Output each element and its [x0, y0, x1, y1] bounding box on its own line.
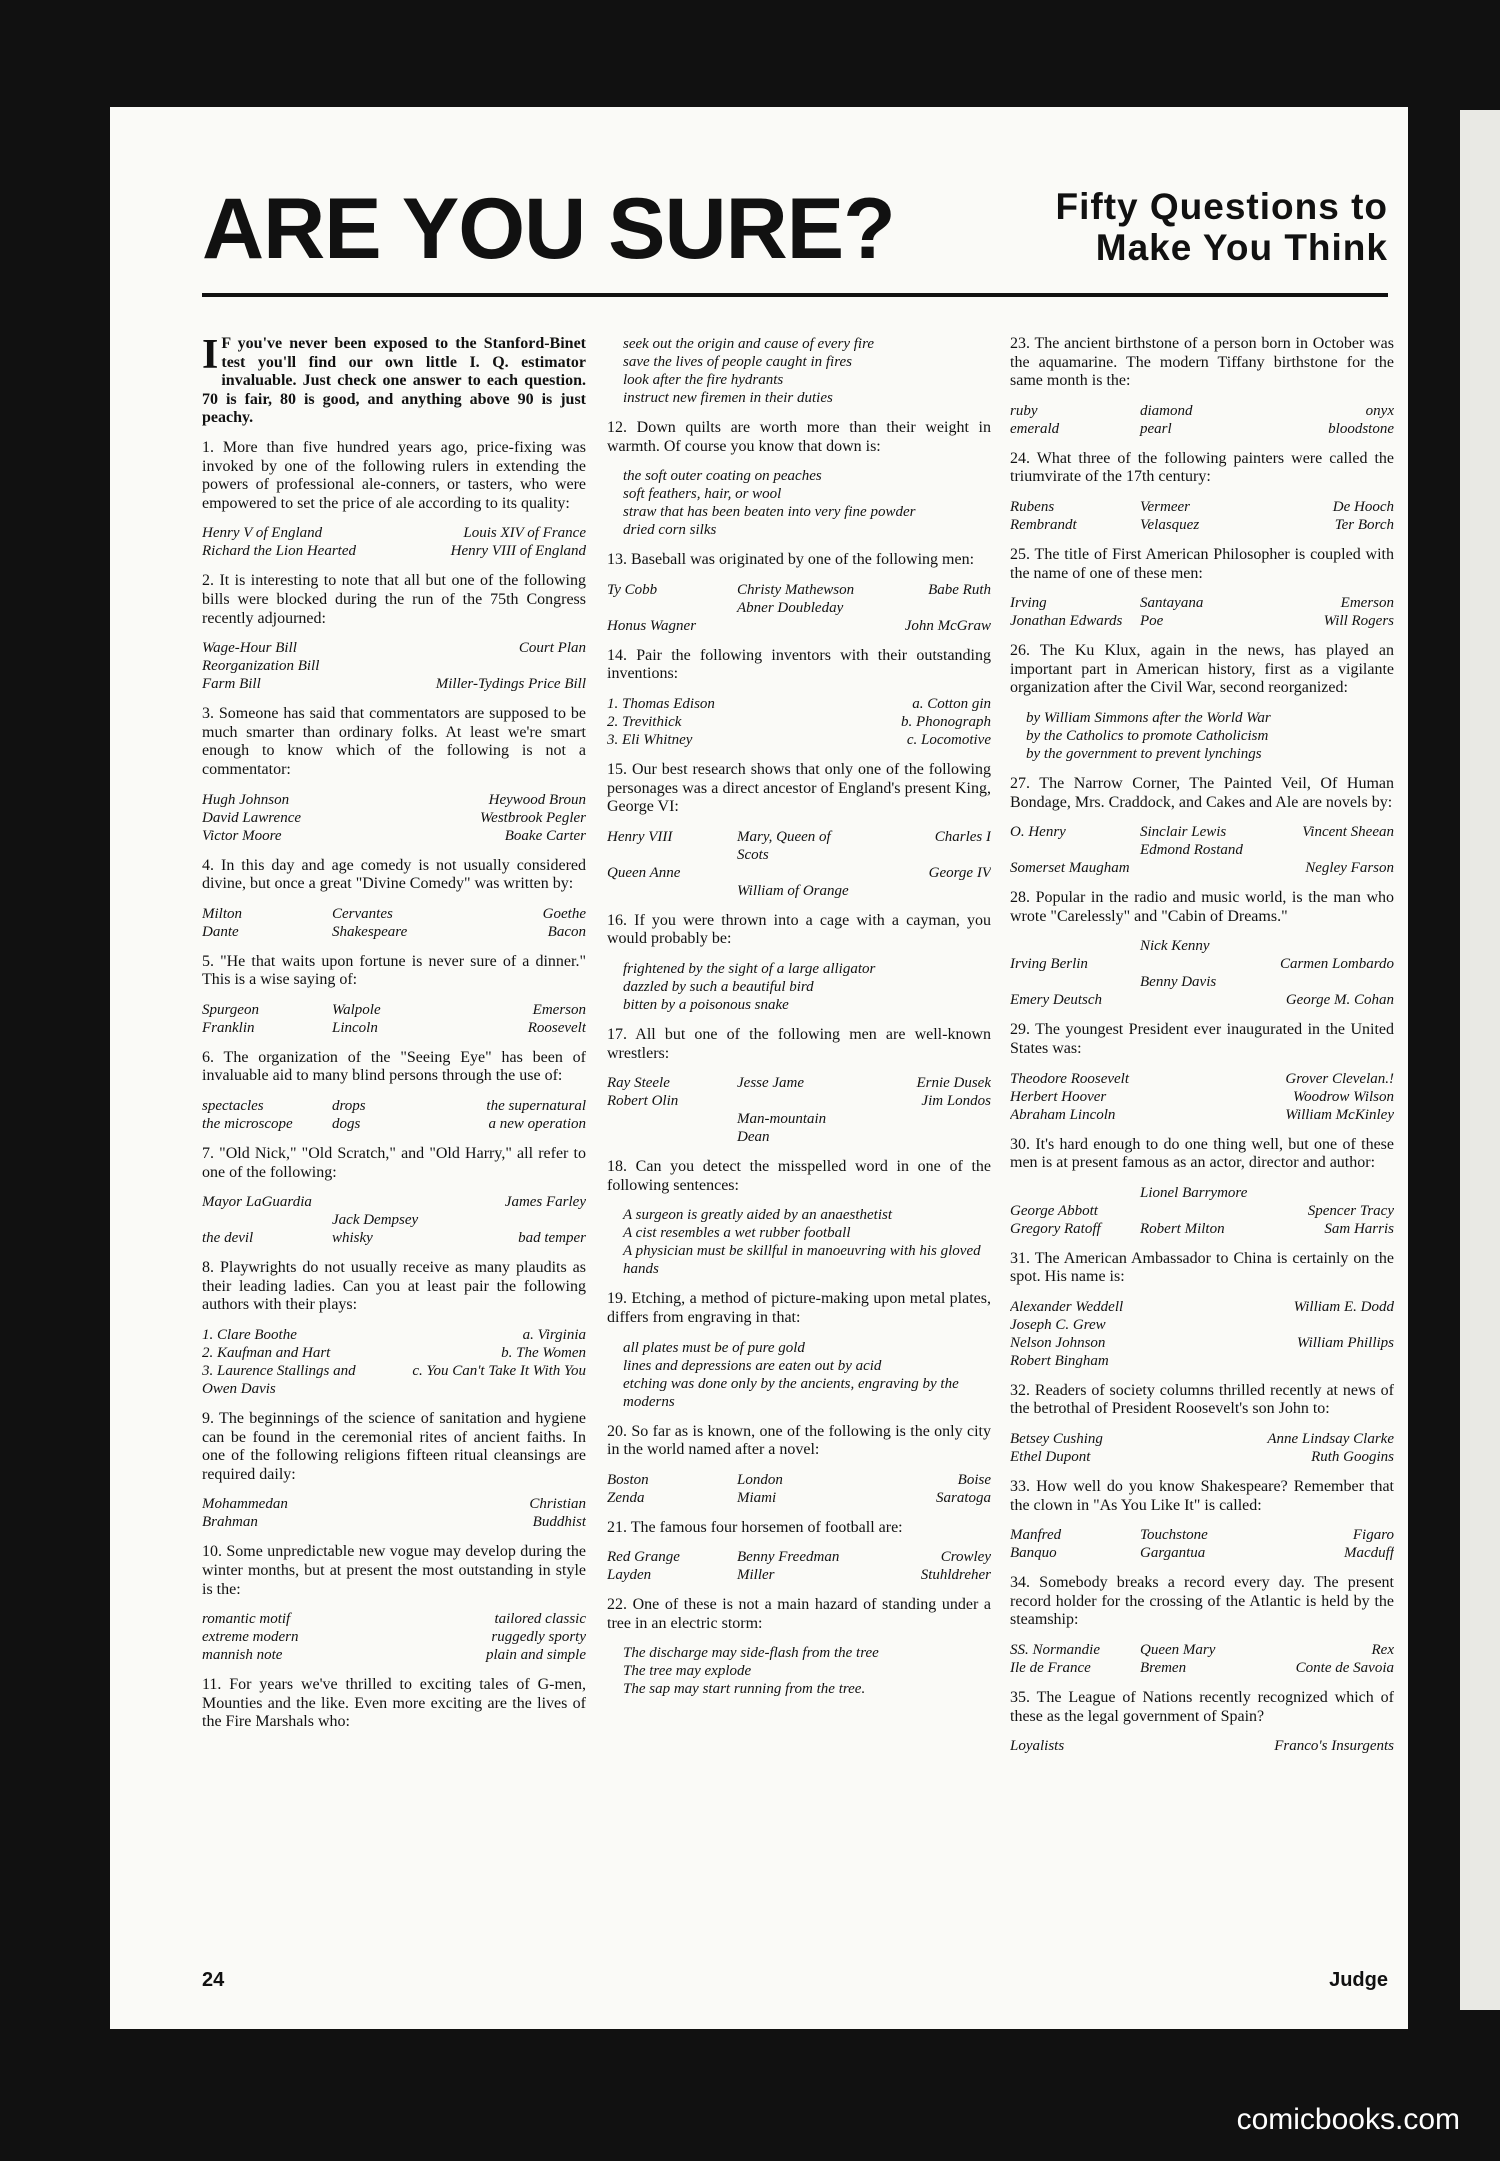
answer-option[interactable]: spectacles [202, 1098, 264, 1115]
answer-options [202, 905, 586, 941]
answer-option[interactable]: Boise [957, 1471, 991, 1488]
answer-options [1010, 709, 1394, 763]
drop-cap: I [202, 335, 219, 378]
answer-option[interactable]: Buddhist [532, 1514, 586, 1531]
answer-option[interactable]: seek out the origin and cause of every fire [623, 336, 875, 352]
answer-option[interactable]: Christian [529, 1496, 586, 1513]
answer-option[interactable] [1270, 937, 1394, 955]
answer-option[interactable] [867, 599, 991, 617]
answer-option[interactable]: Will Rogers [1323, 613, 1394, 630]
answer-option[interactable]: mannish note [202, 1647, 283, 1664]
answer-option[interactable]: bloodstone [1328, 420, 1394, 437]
answer-option[interactable] [1140, 859, 1264, 877]
answer-option[interactable]: Bremen [1140, 1660, 1187, 1677]
answer-option[interactable]: Milton [202, 905, 242, 922]
answer-option[interactable]: Bacon [547, 923, 586, 940]
answer-option[interactable]: by the government to prevent lynchings [1026, 745, 1262, 762]
intro-text: F you've never been exposed to the Stanford-Binet test you'll find our own little I. Q. estimator invaluable. Just check one answer to each question. 70 is fair, 80 is good, and anything above 90 is just peachy. [202, 335, 586, 427]
answer-option[interactable]: plain and simple [486, 1647, 586, 1664]
question-text: 16. If you were thrown into a cage with a cayman, you would probably be: [607, 911, 991, 948]
answer-option[interactable]: Edmond Rostand [1140, 842, 1243, 859]
question-text: 4. In this day and age comedy is not usually considered divine, but once a great "Divine Comedy" was written by: [202, 856, 586, 893]
answer-option[interactable]: Figaro [1352, 1527, 1394, 1544]
answer-option[interactable] [1010, 1184, 1134, 1202]
question-text: 21. The famous four horsemen of football are: [607, 1518, 903, 1536]
answer-option[interactable]: The sap may start running from the tree. [623, 1681, 866, 1698]
question-text: 1. More than five hundred years ago, price-fixing was invoked by one of the following rulers in extending the powers of professional ale-conners, or tasters, who were empowered to set the price of ale according to its quality: [202, 438, 586, 512]
answer-option[interactable]: Stuhldreher [920, 1567, 991, 1584]
answer-option[interactable]: Goethe [542, 905, 586, 922]
answer-options [1010, 1641, 1394, 1677]
answer-option[interactable]: Betsey Cushing [1010, 1431, 1103, 1448]
question-text: 34. Somebody breaks a record every day. The present record holder for the crossing of the Atlantic is held by the steamship: [1010, 1574, 1394, 1629]
answer-option[interactable] [202, 1211, 326, 1229]
question-text: 22. One of these is not a main hazard of standing under a tree in an electric storm: [607, 1596, 991, 1632]
answer-options [1010, 1526, 1394, 1562]
answer-option[interactable] [737, 617, 861, 635]
answer-option[interactable]: William McKinley [1285, 1106, 1394, 1123]
answer-options [607, 1074, 991, 1146]
column-1 [202, 335, 586, 1935]
answer-options [607, 1548, 991, 1584]
answer-option[interactable]: extreme modern [202, 1629, 299, 1646]
answer-option[interactable]: Henry VIII [607, 828, 673, 845]
answer-option[interactable]: Spencer Tracy [1307, 1202, 1394, 1219]
answer-option[interactable]: Farm Bill [202, 676, 261, 693]
column-1-questions [202, 439, 586, 1732]
answer-option[interactable]: 1. Thomas Edison [607, 695, 715, 712]
answer-option[interactable] [1140, 955, 1264, 973]
answer-option[interactable]: soft feathers, hair, or wool [623, 486, 782, 503]
answer-options [607, 1206, 991, 1278]
answer-options [202, 1495, 586, 1531]
answer-option[interactable]: Irving [1010, 595, 1047, 612]
answer-option[interactable]: Woodrow Wilson [1293, 1088, 1394, 1105]
answer-option[interactable] [607, 1110, 731, 1146]
answer-option[interactable]: Poe [1140, 613, 1164, 630]
answer-options [1010, 402, 1394, 438]
answer-option[interactable]: the supernatural [486, 1098, 586, 1115]
answer-option[interactable]: 1. Clare Boothe [202, 1327, 297, 1344]
column-2-questions [607, 335, 991, 1698]
answer-option[interactable]: dazzled by such a beautiful bird [623, 978, 814, 995]
answer-option[interactable]: Charles I [934, 828, 991, 845]
answer-option[interactable]: Man-mountain Dean [737, 1111, 827, 1146]
question-text: 14. Pair the following inventors with their outstanding inventions: [607, 646, 991, 683]
answer-option[interactable]: Heywood Broun [488, 791, 586, 808]
answer-option[interactable] [332, 1193, 456, 1211]
answer-option[interactable]: Mayor LaGuardia [202, 1194, 312, 1211]
answer-option[interactable]: William of Orange [737, 882, 849, 899]
answer-options [1010, 1070, 1394, 1124]
answer-option[interactable]: Dante [202, 923, 239, 940]
answer-options [1010, 498, 1394, 534]
page-number: 24 [202, 1969, 225, 1991]
answer-options [607, 1471, 991, 1507]
answer-option[interactable]: Henry V of England [202, 525, 323, 542]
answer-option[interactable] [607, 882, 731, 900]
answer-option[interactable]: William Phillips [1296, 1334, 1394, 1351]
answer-option[interactable]: Christy Mathewson [737, 581, 855, 598]
answer-option[interactable]: George Abbott [1010, 1202, 1098, 1219]
answer-option[interactable]: drops [332, 1098, 366, 1115]
answer-option[interactable]: a. Cotton gin [912, 695, 991, 712]
question-text: 15. Our best research shows that only one of the following personages was a direct ancestor of England's present King, George VI: [607, 760, 991, 816]
answer-option[interactable]: Robert Milton [1140, 1220, 1225, 1237]
answer-option[interactable]: frightened by the sight of a large alligator [623, 960, 876, 977]
question-text: 9. The beginnings of the science of sanitation and hygiene can be found in the ceremonial rites of ancient faiths. In one of the following religions fifteen ritual cleansings are required daily: [202, 1410, 586, 1483]
answer-option[interactable]: Emerson [532, 1001, 586, 1018]
watermark: comicbooks.com [1236, 2103, 1460, 2136]
answer-option[interactable]: Franco's Insurgents [1274, 1738, 1394, 1755]
answer-options [1010, 1737, 1394, 1755]
answer-option[interactable]: romantic motif [202, 1611, 291, 1628]
question-text: 33. How well do you know Shakespeare? Remember that the clown in "As You Like It" is called: [1010, 1478, 1394, 1514]
question-text: 6. The organization of the "Seeing Eye" has been of invaluable aid to many blind persons through the use of: [202, 1048, 586, 1085]
answer-option[interactable] [1010, 841, 1134, 859]
answer-option[interactable]: Boake Carter [504, 827, 586, 844]
answer-option[interactable]: George M. Cohan [1285, 992, 1394, 1009]
answer-option[interactable] [1140, 991, 1264, 1009]
page-subtitle: Fifty Questions to Make You Think [1055, 186, 1388, 268]
answer-option[interactable]: Louis XIV of France [463, 525, 586, 542]
answer-option[interactable] [607, 599, 731, 617]
answer-option[interactable]: Miller-Tydings Price Bill [435, 676, 586, 693]
answer-option[interactable]: etching was done only by the ancients, engraving by the moderns [623, 1375, 959, 1410]
answer-option[interactable]: c. Locomotive [906, 731, 991, 748]
answer-option[interactable]: Saratoga [935, 1489, 991, 1506]
answer-option[interactable]: straw that has been beaten into very fine powder [623, 504, 916, 521]
answer-option[interactable]: Crowley [940, 1549, 991, 1566]
answer-option[interactable]: Hugh Johnson [202, 791, 290, 808]
question-text: 26. The Ku Klux, again in the news, has played an important part in American history, first as a vigilante organization after the Civil War, second reorganized: [1010, 642, 1394, 697]
answer-option[interactable] [1010, 937, 1134, 955]
question-text: 25. The title of First American Philosopher is coupled with the name of one of these men: [1010, 545, 1394, 582]
answer-option[interactable]: Roosevelt [527, 1019, 586, 1036]
answer-option[interactable]: A cist resembles a wet rubber football [623, 1225, 851, 1242]
answer-option[interactable]: dried corn silks [623, 522, 717, 539]
question-text: 24. What three of the following painters were called the triumvirate of the 17th century: [1010, 449, 1394, 486]
intro-paragraph [202, 335, 586, 428]
answer-option[interactable] [1270, 1184, 1394, 1202]
column-2 [607, 335, 991, 1935]
answer-option[interactable]: diamond [1140, 402, 1193, 419]
answer-option[interactable]: The discharge may side-flash from the tree [623, 1645, 879, 1662]
question-text: 10. Some unpredictable new vogue may develop during the winter months, but at present the most outstanding in style is the: [202, 1543, 586, 1598]
answer-options [607, 695, 991, 749]
answer-option[interactable]: Macduff [1344, 1545, 1394, 1562]
page-title: ARE YOU SURE? [202, 181, 895, 277]
answer-option[interactable]: Richard the Lion Hearted [202, 543, 357, 560]
answer-option[interactable]: Queen Anne [607, 864, 681, 881]
answer-option[interactable]: lines and depressions are eaten out by acid [623, 1357, 882, 1374]
answer-option[interactable]: Sinclair Lewis [1140, 824, 1227, 841]
answer-option[interactable] [867, 882, 991, 900]
answer-option[interactable]: Court Plan [518, 640, 586, 657]
answer-option[interactable]: instruct new firemen in their duties [623, 390, 833, 406]
answer-option[interactable]: Carmen Lombardo [1279, 956, 1394, 973]
next-page-edge [1460, 110, 1500, 2010]
question-text: 29. The youngest President ever inaugurated in the United States was: [1010, 1021, 1394, 1057]
answer-option[interactable]: Emery Deutsch [1010, 992, 1103, 1009]
answer-option[interactable]: 2. Kaufman and Hart [202, 1345, 331, 1362]
question-text: 31. The American Ambassador to China is certainly on the spot. His name is: [1010, 1249, 1394, 1286]
answer-option[interactable]: Zenda [607, 1489, 645, 1506]
answer-option[interactable]: Miami [737, 1489, 777, 1506]
answer-option[interactable]: Somerset Maugham [1010, 860, 1130, 877]
answer-option[interactable]: Jack Dempsey [332, 1212, 419, 1229]
answer-option[interactable] [1205, 1352, 1394, 1370]
question-text: 5. "He that waits upon fortune is never sure of a dinner." This is a wise saying of: [202, 952, 586, 989]
answer-option[interactable]: Banquo [1010, 1545, 1057, 1562]
answer-option[interactable]: Gregory Ratoff [1010, 1220, 1101, 1237]
answer-option[interactable]: 3. Laurence Stallings and Owen Davis [202, 1363, 356, 1398]
answer-options [607, 467, 991, 539]
publication-name: Judge [1329, 1969, 1388, 1991]
question-text: 2. It is interesting to note that all but one of the following bills were blocked during the run of the 75th Congress recently adjourned: [202, 572, 586, 627]
answer-option[interactable]: Vermeer [1140, 498, 1190, 515]
answer-options [1010, 1184, 1394, 1238]
answer-option[interactable]: Irving Berlin [1010, 956, 1088, 973]
question-text: 17. All but one of the following men are well-known wrestlers: [607, 1025, 991, 1062]
answer-option[interactable]: Ter Borch [1334, 516, 1394, 533]
answer-option[interactable]: Mohammedan [202, 1496, 288, 1513]
answer-option[interactable]: whisky [332, 1230, 373, 1247]
answer-option[interactable]: Ernie Dusek [916, 1075, 991, 1092]
answer-option[interactable]: Henry VIII of England [450, 543, 586, 560]
answer-option[interactable]: 2. Trevithick [607, 713, 682, 730]
answer-option[interactable]: Victor Moore [202, 827, 282, 844]
answer-option[interactable] [1010, 973, 1134, 991]
answer-option[interactable]: emerald [1010, 420, 1060, 437]
answer-option[interactable]: Ile de France [1010, 1660, 1091, 1677]
answer-options [202, 1097, 586, 1133]
answer-option[interactable]: Abraham Lincoln [1010, 1106, 1116, 1123]
answer-option[interactable]: Gargantua [1140, 1545, 1206, 1562]
answer-options [607, 335, 991, 407]
answer-option[interactable]: Jesse Jame [737, 1075, 805, 1092]
answer-option[interactable]: Velasquez [1140, 516, 1200, 533]
answer-options [202, 1193, 586, 1247]
answer-option[interactable]: Herbert Hoover [1010, 1088, 1107, 1105]
answer-option[interactable]: the devil [202, 1230, 254, 1247]
answer-options [1010, 1298, 1394, 1370]
answer-options [607, 1339, 991, 1411]
answer-options [202, 524, 586, 560]
answer-options [202, 639, 586, 693]
answer-option[interactable]: London [737, 1471, 783, 1488]
answer-option[interactable]: the soft outer coating on peaches [623, 468, 822, 485]
answer-option[interactable]: Rembrandt [1010, 516, 1077, 533]
header [202, 182, 1388, 297]
answer-option[interactable] [737, 864, 861, 882]
answer-options [1010, 937, 1394, 1009]
answer-option[interactable]: A physician must be skillful in manoeuvring with his gloved hands [623, 1243, 981, 1278]
answer-option[interactable]: Nelson Johnson [1010, 1334, 1106, 1351]
answer-option[interactable]: Loyalists [1010, 1738, 1065, 1755]
answer-option[interactable]: Queen Mary [1140, 1642, 1216, 1659]
answer-option[interactable]: Robert Bingham [1010, 1352, 1109, 1369]
title-rule [202, 293, 1388, 297]
answer-option[interactable]: Spurgeon [202, 1001, 259, 1018]
answer-option[interactable]: William E. Dodd [1293, 1298, 1394, 1315]
answer-option[interactable]: a new operation [488, 1116, 586, 1133]
column-3-questions [1010, 335, 1394, 1755]
answer-options [607, 828, 991, 900]
answer-option[interactable]: Westbrook Pegler [480, 809, 586, 826]
answer-option[interactable]: Rubens [1010, 498, 1055, 515]
answer-option[interactable]: Manfred [1010, 1527, 1062, 1544]
question-text: 13. Baseball was originated by one of the following men: [607, 551, 975, 569]
answer-option[interactable]: ruggedly sporty [491, 1629, 586, 1646]
question-text: 7. "Old Nick," "Old Scratch," and "Old Harry," all refer to one of the following: [202, 1145, 586, 1181]
answer-option[interactable]: Franklin [202, 1019, 255, 1036]
answer-option[interactable]: Emerson [1340, 595, 1394, 612]
answer-option[interactable]: Ruth Googins [1311, 1449, 1394, 1466]
answer-option[interactable] [1205, 1316, 1394, 1334]
answer-option[interactable]: Grover Clevelan.! [1285, 1070, 1394, 1087]
answer-option[interactable]: Negley Farson [1305, 860, 1394, 877]
answer-option[interactable]: Ethel Dupont [1010, 1449, 1091, 1466]
answer-option[interactable] [1140, 1202, 1264, 1220]
answer-option[interactable]: Robert Olin [607, 1093, 679, 1110]
answer-option[interactable]: Theodore Roosevelt [1010, 1070, 1129, 1087]
answer-option[interactable]: Honus Wagner [607, 617, 697, 634]
magazine-page [110, 107, 1408, 2029]
answer-option[interactable]: Sam Harris [1324, 1220, 1394, 1237]
answer-options [1010, 594, 1394, 630]
answer-option[interactable]: Wage-Hour Bill [202, 640, 297, 657]
answer-option[interactable]: by William Simmons after the World War [1026, 709, 1271, 726]
answer-option[interactable]: Shakespeare [332, 923, 408, 940]
answer-option[interactable]: Joseph C. Grew [1010, 1316, 1106, 1333]
answer-option[interactable] [397, 657, 586, 675]
question-text: 35. The League of Nations recently recognized which of these as the legal government of Spain? [1010, 1689, 1394, 1725]
answer-options [1010, 1430, 1394, 1466]
answer-option[interactable]: Walpole [332, 1001, 381, 1018]
answer-option[interactable]: Anne Lindsay Clarke [1267, 1431, 1394, 1448]
answer-option[interactable]: Abner Doubleday [737, 599, 844, 616]
answer-option[interactable]: ruby [1010, 402, 1038, 419]
answer-option[interactable]: by the Catholics to promote Catholicism [1026, 727, 1269, 744]
answer-option[interactable] [737, 1092, 861, 1110]
answer-options [607, 960, 991, 1014]
answer-options [202, 1326, 586, 1398]
answer-option[interactable]: Lionel Barrymore [1140, 1184, 1248, 1201]
answer-option[interactable]: all plates must be of pure gold [623, 1339, 805, 1356]
answer-option[interactable]: James Farley [504, 1194, 586, 1211]
answer-option[interactable]: Vincent Sheean [1302, 824, 1394, 841]
answer-options [1010, 823, 1394, 877]
answer-option[interactable]: Benny Freedman [737, 1549, 840, 1566]
answer-option[interactable]: c. You Can't Take It With You [412, 1363, 586, 1380]
answer-option[interactable]: Red Grange [607, 1549, 680, 1566]
answer-option[interactable]: Babe Ruth [928, 581, 991, 598]
answer-option[interactable]: dogs [332, 1116, 361, 1133]
answer-option[interactable]: De Hooch [1332, 498, 1394, 515]
question-text: 28. Popular in the radio and music world, is the man who wrote "Carelessly" and "Cabin of Dreams." [1010, 889, 1394, 925]
question-text: 20. So far as is known, one of the following is the only city in the world named after a novel: [607, 1422, 991, 1459]
answer-option[interactable]: 3. Eli Whitney [607, 731, 693, 748]
answer-options [607, 581, 991, 635]
answer-option[interactable]: Cervantes [332, 905, 393, 922]
answer-option[interactable]: Santayana [1140, 595, 1204, 612]
answer-options [607, 1644, 991, 1698]
question-text: 32. Readers of society columns thrilled recently at news of the betrothal of President Roosevelt's son John to: [1010, 1381, 1394, 1418]
answer-option[interactable]: George IV [928, 864, 991, 881]
answer-option[interactable]: Lincoln [332, 1019, 378, 1036]
answer-option[interactable]: Jonathan Edwards [1010, 613, 1123, 630]
question-text: 12. Down quilts are worth more than their weight in warmth. Of course you know that down is: [607, 419, 991, 455]
answer-options [202, 1610, 586, 1664]
answer-option[interactable]: A surgeon is greatly aided by an anaesthetist [623, 1207, 892, 1224]
answer-option[interactable]: Touchstone [1140, 1527, 1208, 1544]
answer-option[interactable]: Conte de Savoia [1295, 1660, 1394, 1677]
answer-option[interactable]: Miller [737, 1567, 775, 1584]
answer-option[interactable]: David Lawrence [202, 809, 302, 826]
answer-option[interactable]: O. Henry [1010, 824, 1066, 841]
answer-options [202, 1001, 586, 1037]
answer-option[interactable] [1270, 841, 1394, 859]
answer-option[interactable]: a. Virginia [522, 1327, 586, 1344]
answer-option[interactable]: Boston [607, 1471, 649, 1488]
answer-option[interactable]: Reorganization Bill [202, 658, 320, 675]
answer-option[interactable]: Alexander Weddell [1010, 1298, 1124, 1315]
answer-option[interactable]: tailored classic [494, 1611, 586, 1628]
answer-option[interactable]: Mary, Queen of Scots [737, 828, 831, 863]
answer-option[interactable]: b. The Women [501, 1345, 586, 1362]
answer-option[interactable]: bitten by a poisonous snake [623, 996, 789, 1013]
answer-option[interactable]: John McGraw [904, 617, 991, 634]
question-text: 27. The Narrow Corner, The Painted Veil, Of Human Bondage, Mrs. Craddock, and Cakes and Ale are novels by: [1010, 774, 1394, 811]
answer-option[interactable]: Benny Davis [1140, 974, 1217, 991]
answer-option[interactable]: Rex [1371, 1642, 1394, 1659]
answer-option[interactable]: Brahman [202, 1514, 258, 1531]
answer-option[interactable]: pearl [1140, 420, 1172, 437]
question-text: 30. It's hard enough to do one thing well, but one of these men is at present famous as an actor, director and author: [1010, 1135, 1394, 1172]
question-text: 19. Etching, a method of picture-making upon metal plates, differs from engraving in that: [607, 1290, 991, 1326]
answer-options [202, 791, 586, 845]
answer-option[interactable]: Jim Londos [921, 1093, 991, 1110]
answer-option[interactable] [462, 1211, 586, 1229]
answer-option[interactable]: Ray Steele [607, 1075, 670, 1092]
question-text: 23. The ancient birthstone of a person born in October was the aquamarine. The modern Tiffany birthstone for the same month is the: [1010, 335, 1394, 390]
answer-option[interactable]: bad temper [518, 1230, 586, 1247]
answer-option[interactable] [867, 1110, 991, 1146]
column-3 [1010, 335, 1394, 1935]
answer-option[interactable]: the microscope [202, 1116, 293, 1133]
answer-option[interactable]: Ty Cobb [607, 581, 658, 598]
answer-option[interactable]: The tree may explode [623, 1663, 752, 1680]
answer-option[interactable]: Nick Kenny [1140, 938, 1210, 955]
question-text: 11. For years we've thrilled to exciting tales of G-men, Mounties and the like. Even more exciting are the lives of the Fire Marshals who: [202, 1676, 586, 1731]
answer-option[interactable]: onyx [1365, 402, 1394, 419]
answer-option[interactable]: SS. Normandie [1010, 1642, 1100, 1659]
answer-option[interactable] [1270, 973, 1394, 991]
question-text: 8. Playwrights do not usually receive as many plaudits as their leading ladies. Can you at least pair the following authors with their plays: [202, 1259, 586, 1314]
answer-option[interactable]: Layden [607, 1567, 652, 1584]
answer-option[interactable]: b. Phonograph [901, 713, 991, 730]
answer-option[interactable]: save the lives of people caught in fires [623, 354, 852, 370]
question-text: 3. Someone has said that commentators are supposed to be much smarter than ordinary folks. At least we're smart enough to know which of the following is not a commentator: [202, 705, 586, 778]
answer-option[interactable]: look after the fire hydrants [623, 372, 784, 388]
question-text: 18. Can you detect the misspelled word in one of the following sentences: [607, 1158, 991, 1194]
